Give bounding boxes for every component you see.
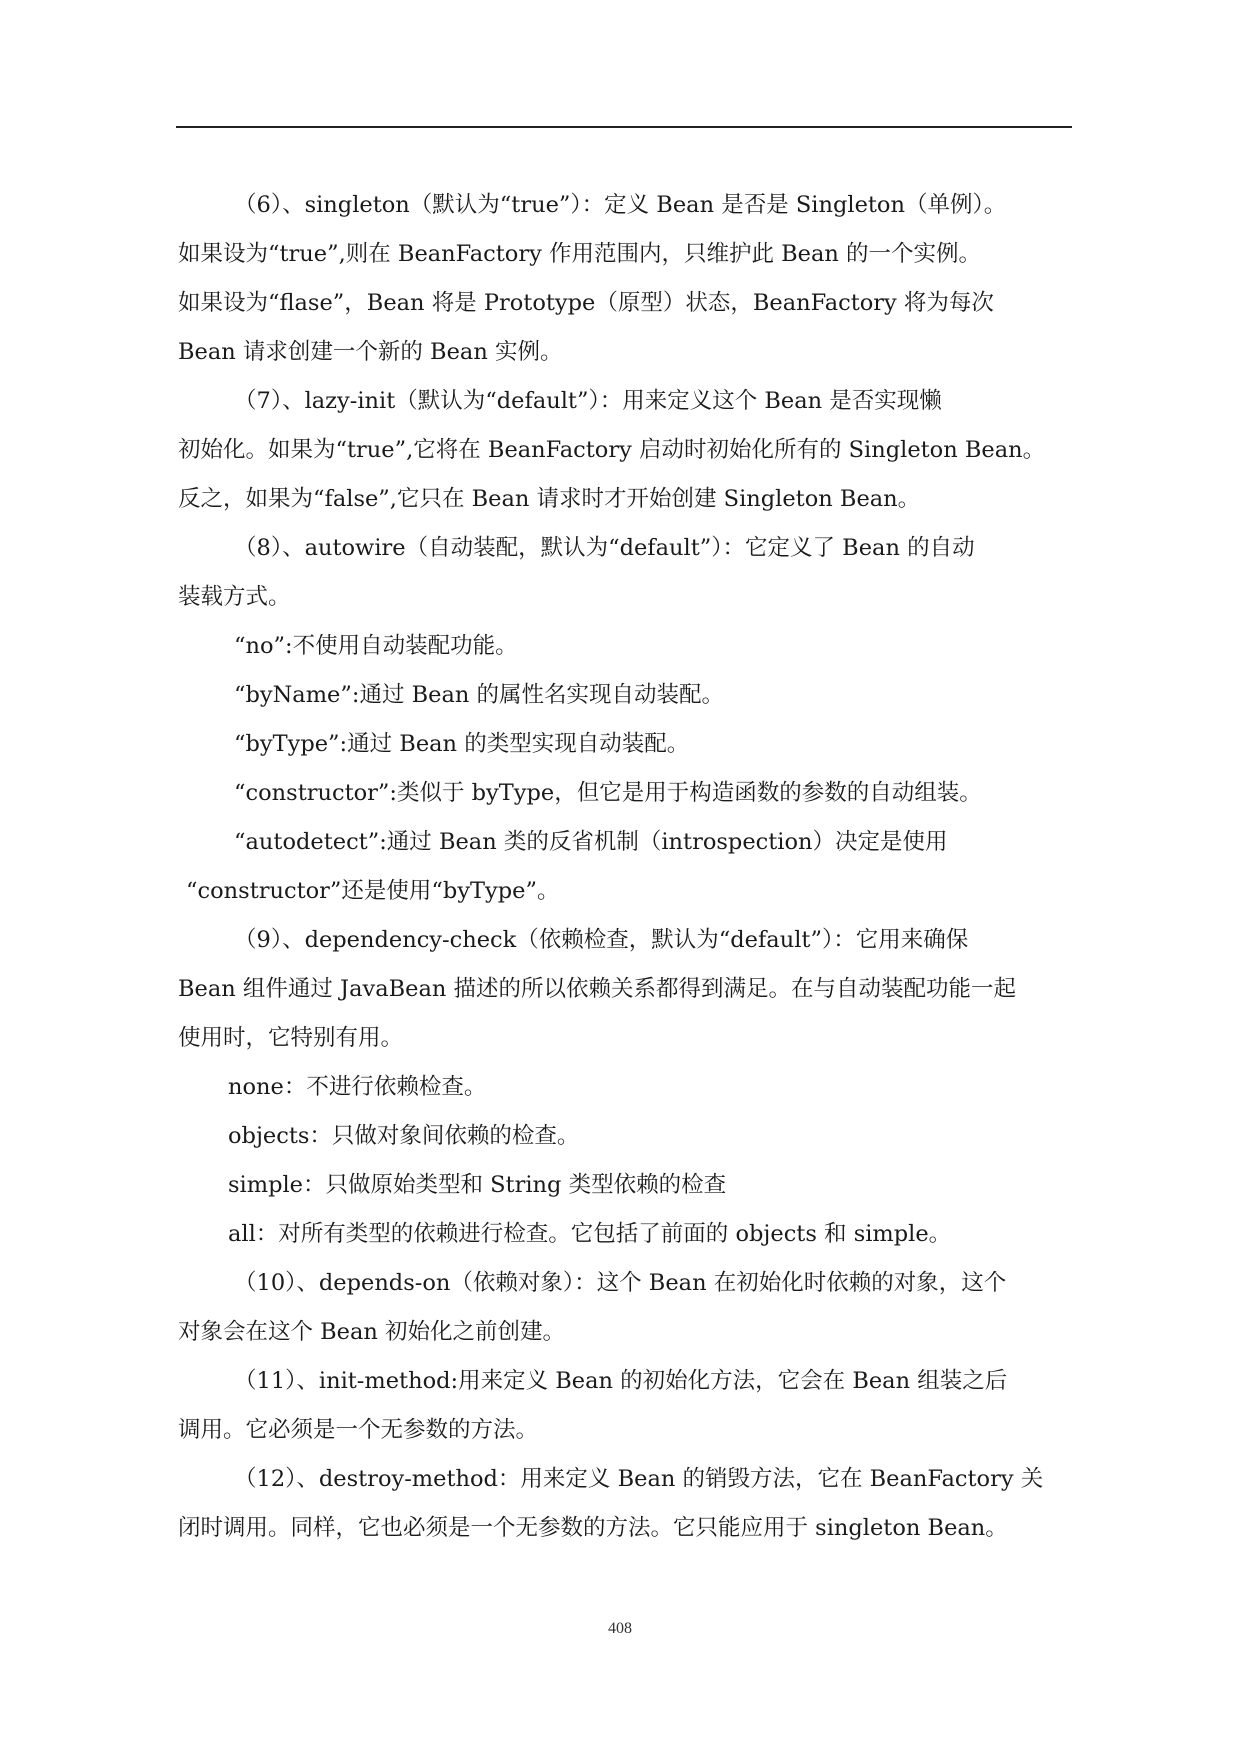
text-line: （9）、dependency-check（依赖检查，默认为“default”）：它用来确保	[234, 927, 969, 953]
text-line: Bean 请求创建一个新的 Bean 实例。	[178, 339, 563, 365]
text-line: 如果设为“flase”，Bean 将是 Prototype（原型）状态，BeanFactory 将为每次	[178, 290, 994, 316]
text-line: （6）、singleton（默认为“true”）：定义 Bean 是否是 Singleton（单例）。	[234, 192, 1007, 218]
text-line: 初始化。如果为“true”,它将在 BeanFactory 启动时初始化所有的 Singleton Bean。	[178, 437, 1046, 463]
text-line: 如果设为“true”,则在 BeanFactory 作用范围内，只维护此 Bean 的一个实例。	[178, 241, 982, 267]
text-line: objects：只做对象间依赖的检查。	[228, 1123, 580, 1149]
text-line: none：不进行依赖检查。	[228, 1074, 487, 1100]
text-line: 使用时，它特别有用。	[178, 1025, 404, 1051]
text-line: 反之，如果为“false”,它只在 Bean 请求时才开始创建 Singleton Bean。	[178, 486, 921, 512]
text-line: 对象会在这个 Bean 初始化之前创建。	[178, 1319, 566, 1345]
text-line: 闭时调用。同样，它也必须是一个无参数的方法。它只能应用于 singleton Bean。	[178, 1515, 1008, 1541]
text-line: “constructor”:类似于 byType，但它是用于构造函数的参数的自动组装。	[234, 780, 982, 806]
text-line: （10）、depends-on（依赖对象）：这个 Bean 在初始化时依赖的对象，这个	[234, 1270, 1007, 1296]
text-line: “byName”:通过 Bean 的属性名实现自动装配。	[234, 682, 725, 708]
text-line: （7）、lazy-init（默认为“default”）：用来定义这个 Bean 是否实现懒	[234, 388, 942, 414]
text-line: 装载方式。	[178, 584, 291, 610]
text-line: all：对所有类型的依赖进行检查。它包括了前面的 objects 和 simple。	[228, 1221, 952, 1247]
text-line: “constructor”还是使用“byType”。	[186, 878, 560, 904]
text-line: （12）、destroy-method：用来定义 Bean 的销毁方法，它在 BeanFactory 关	[234, 1466, 1044, 1492]
text-line: “byType”:通过 Bean 的类型实现自动装配。	[234, 731, 690, 757]
text-line: “autodetect”:通过 Bean 类的反省机制（introspection）决定是使用	[234, 829, 948, 855]
text-line: 调用。它必须是一个无参数的方法。	[178, 1417, 539, 1443]
text-line: simple：只做原始类型和 String 类型依赖的检查	[228, 1172, 727, 1198]
page-number: 408	[608, 1620, 632, 1637]
text-line: （11）、init-method:用来定义 Bean 的初始化方法，它会在 Bean 组装之后	[234, 1368, 1008, 1394]
text-line: （8）、autowire（自动装配，默认为“default”）：它定义了 Bean 的自动	[234, 535, 975, 561]
text-line: Bean 组件通过 JavaBean 描述的所以依赖关系都得到满足。在与自动装配功能一起	[178, 976, 1017, 1002]
document-body	[178, 181, 1072, 1553]
header-rule	[176, 126, 1072, 128]
text-line: “no”:不使用自动装配功能。	[234, 633, 518, 659]
